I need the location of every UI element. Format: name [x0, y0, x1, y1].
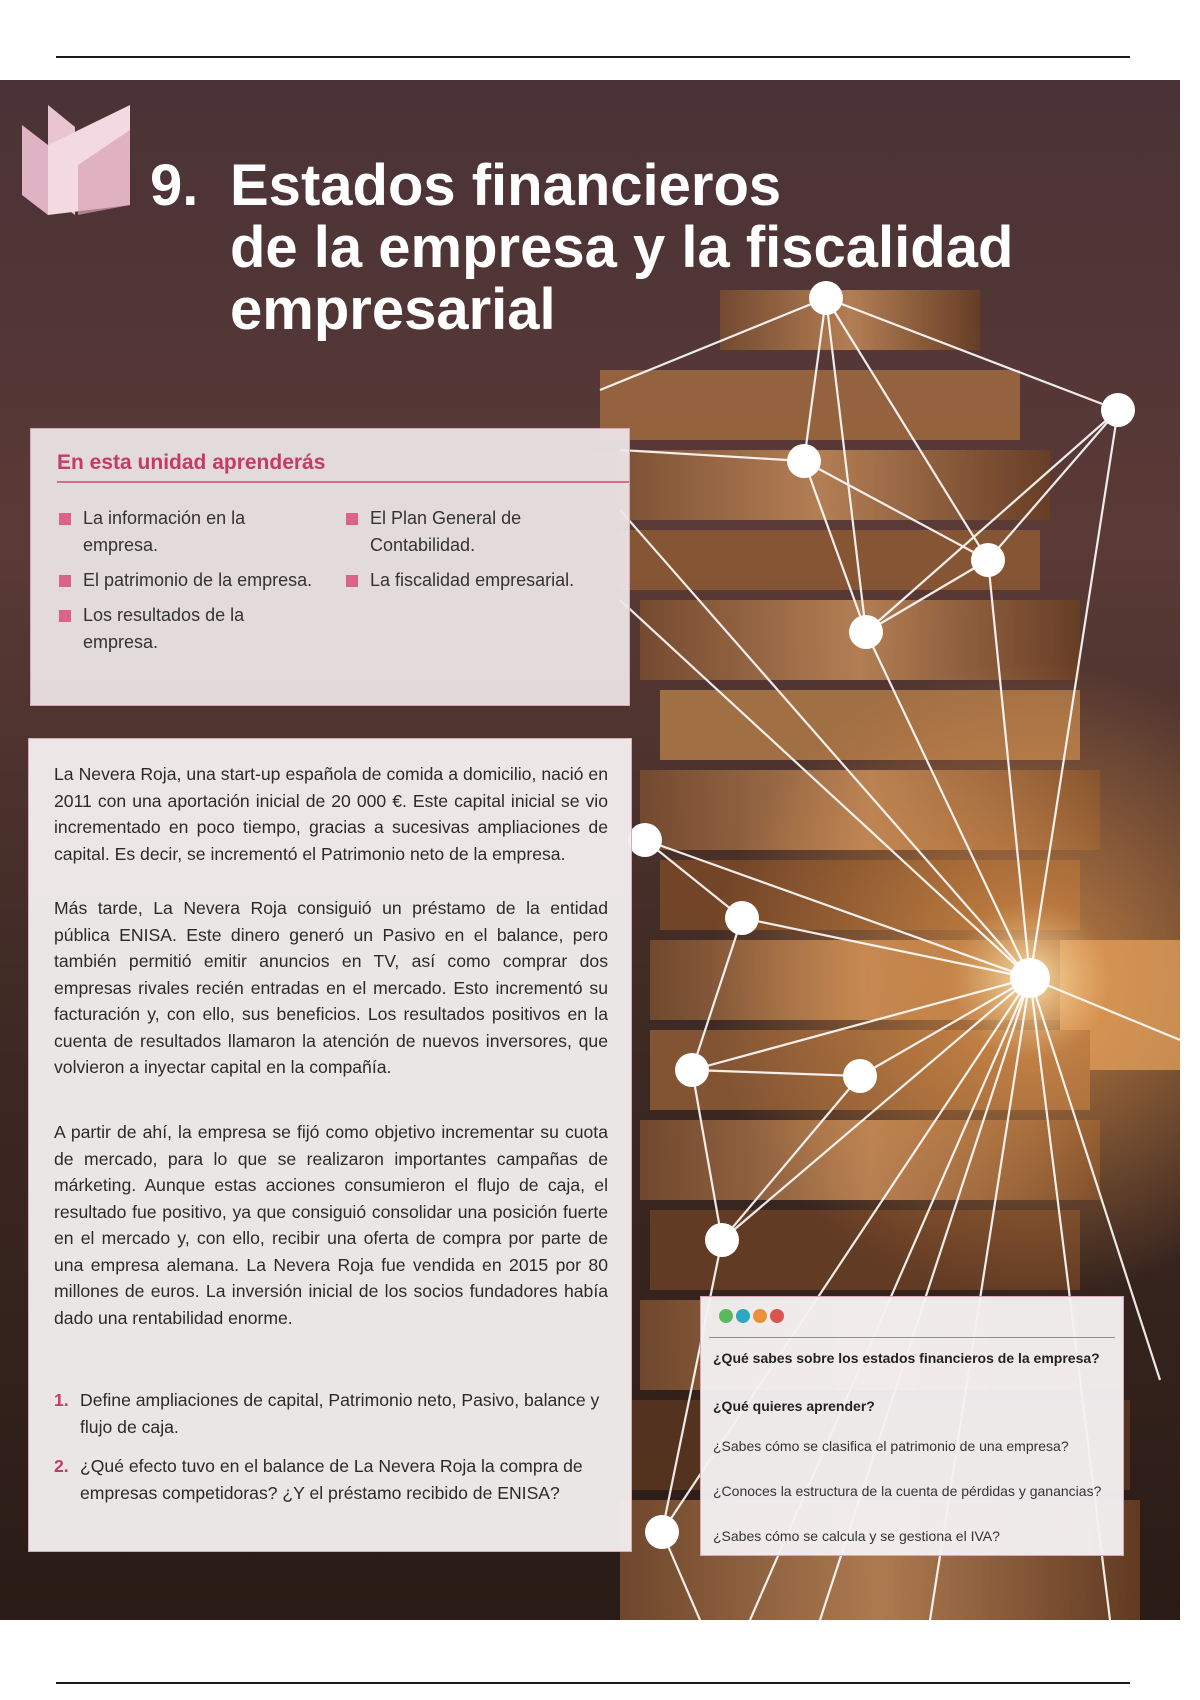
box-divider	[709, 1337, 1115, 1338]
case-paragraph-1: La Nevera Roja, una start-up española de comida a domicilio, nació en 2011 con una aportación inicial de 20 000 €. Este capital inicial se vio incrementado en poco tiempo, gracias a sucesivas ampliaciones de capital. Es decir, se incrementó el Patrimonio neto de la empresa.	[54, 764, 608, 864]
objectives-column-2	[344, 505, 604, 602]
case-study-box	[28, 738, 632, 1552]
objective-item	[57, 602, 317, 656]
objective-item	[344, 505, 604, 559]
learning-objectives-heading: En esta unidad aprenderás	[57, 451, 326, 474]
objective-item	[57, 505, 317, 559]
prior-question-heading: ¿Qué sabes sobre los estados financieros de la empresa?	[713, 1350, 1100, 1366]
case-paragraph-2: Más tarde, La Nevera Roja consiguió un préstamo de la entidad pública ENISA. Este dinero generó un Pasivo en el balance, pero también permitió emitir anuncios en TV, así como comprar dos empresas rivales recién entradas en el mercado. Esto incrementó su facturación y, con ello, sus beneficios. Los resultados positivos en la cuenta de resultados llamaron la atención de nuevos inversores, que volvieron a inyectar capital en la compañía.	[54, 898, 608, 1077]
case-paragraph-3: A partir de ahí, la empresa se fijó como objetivo incrementar su cuota de mercado, para lo que se realizaron importantes campañas de márketing. Aunque estas acciones consumieron el flujo de caja, el resultado fue positivo, ya que consiguió consolidar una posición fuerte en el mercado y, con ello, recibir una oferta de compra por parte de una empresa alemana. La Nevera Roja fue vendida en 2015 por 80 millones de euros. La inversión inicial de los socios fundadores había dado una rentabilidad enorme.	[54, 1122, 608, 1328]
side-question-1: ¿Sabes cómo se clasifica el patrimonio de una empresa?	[713, 1438, 1069, 1454]
objectives-column-1	[57, 505, 317, 664]
title-line-3: empresarial	[230, 277, 556, 342]
bullet-square-icon	[346, 575, 358, 587]
dot-blue-icon	[736, 1309, 750, 1323]
objective-text: El Plan General de Contabilidad.	[370, 508, 522, 555]
objective-text: El patrimonio de la empresa.	[83, 570, 313, 590]
objective-item	[57, 567, 317, 594]
top-rule	[56, 56, 1130, 58]
bottom-rule	[56, 1682, 1130, 1684]
learning-objectives-box	[30, 428, 630, 706]
side-question-3: ¿Sabes cómo se calcula y se gestiona el IVA?	[713, 1528, 1000, 1544]
question-number: 2.	[54, 1456, 69, 1476]
objective-text: Los resultados de la empresa.	[83, 605, 245, 652]
question-2	[54, 1453, 610, 1506]
bullet-square-icon	[59, 610, 71, 622]
objective-item	[344, 567, 604, 594]
title-line-2: de la empresa y la fiscalidad	[230, 215, 1014, 280]
question-text: ¿Qué efecto tuvo en el balance de La Nevera Roja la compra de empresas competidoras? ¿Y el préstamo recibido de ENISA?	[80, 1456, 583, 1503]
prior-knowledge-box	[700, 1296, 1124, 1556]
chapter-logo-icon	[20, 105, 130, 215]
question-number: 1.	[54, 1390, 69, 1410]
dot-red-icon	[770, 1309, 784, 1323]
title-line-1: Estados financieros	[230, 153, 782, 218]
heading-underline	[57, 481, 629, 483]
chapter-number: 9.	[150, 153, 199, 218]
bullet-square-icon	[59, 513, 71, 525]
question-1	[54, 1387, 610, 1440]
bullet-square-icon	[59, 575, 71, 587]
dot-green-icon	[719, 1309, 733, 1323]
dot-orange-icon	[753, 1309, 767, 1323]
side-question-2: ¿Conoces la estructura de la cuenta de pérdidas y ganancias?	[713, 1483, 1102, 1499]
objective-text: La información en la empresa.	[83, 508, 246, 555]
objective-text: La fiscalidad empresarial.	[370, 570, 575, 590]
learn-question-heading: ¿Qué quieres aprender?	[713, 1398, 875, 1414]
bullet-square-icon	[346, 513, 358, 525]
question-text: Define ampliaciones de capital, Patrimonio neto, Pasivo, balance y flujo de caja.	[80, 1390, 600, 1437]
color-dots	[719, 1309, 787, 1328]
